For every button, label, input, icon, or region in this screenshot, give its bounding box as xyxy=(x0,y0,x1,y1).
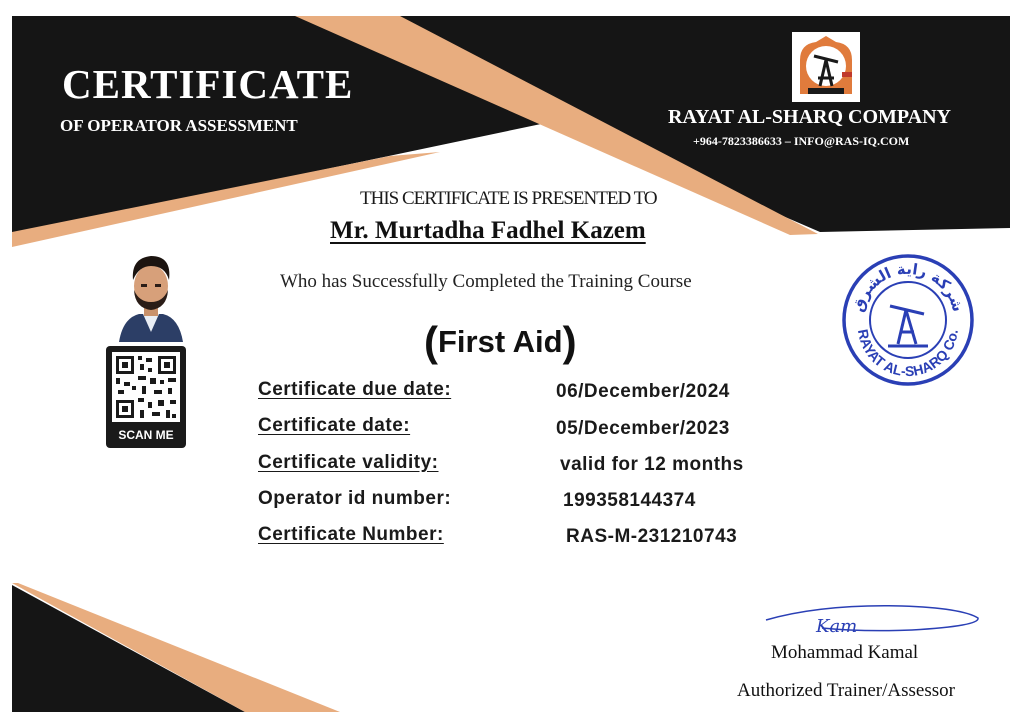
presented-to-text: THIS CERTIFICATE IS PRESENTED TO xyxy=(360,188,657,209)
oil-pump-gear-logo-icon xyxy=(792,32,860,102)
certificate-subtitle: OF OPERATOR ASSESSMENT xyxy=(60,116,298,135)
qr-label: SCAN ME xyxy=(118,428,174,442)
validity-value: valid for 12 months xyxy=(560,454,744,475)
due-date-value: 06/December/2024 xyxy=(556,381,730,402)
stamp-english-text: RAYAT AL-SHARQ Co. xyxy=(854,327,961,380)
validity-label: Certificate validity: xyxy=(258,452,439,473)
signer-role: Authorized Trainer/Assessor xyxy=(737,680,955,701)
certificate-number-label: Certificate Number: xyxy=(258,524,444,545)
stamp-arabic-text: شركة راية الشرق xyxy=(848,259,968,314)
operator-id-label: Operator id number: xyxy=(258,488,452,509)
signature-scribble xyxy=(762,596,984,642)
certificate-date-label: Certificate date: xyxy=(258,415,411,436)
bottom-dark-triangle xyxy=(12,585,245,712)
recipient-name: Mr. Murtadha Fadhel Kazem xyxy=(330,217,646,244)
company-contact: +964-7823386633 – INFO@RAS-IQ.COM xyxy=(693,134,910,148)
certificate-title: CERTIFICATE xyxy=(62,61,354,107)
company-name: RAYAT AL-SHARQ COMPANY xyxy=(668,106,951,128)
recipient-photo-icon xyxy=(117,240,185,342)
operator-id-value: 199358144374 xyxy=(563,490,696,511)
course-close-paren: ) xyxy=(562,318,577,365)
due-date-label: Certificate due date: xyxy=(258,379,452,400)
signer-name: Mohammad Kamal xyxy=(771,642,919,663)
course-name: First Aid xyxy=(438,324,563,359)
completion-text: Who has Successfully Completed the Training Course xyxy=(280,271,692,292)
certificate-number-value: RAS-M-231210743 xyxy=(566,526,738,547)
signature-text: Kam xyxy=(816,616,858,637)
course-title xyxy=(424,314,577,365)
course-open-paren: ( xyxy=(424,318,438,365)
company-stamp-icon xyxy=(840,252,976,388)
certificate-date-value: 05/December/2023 xyxy=(556,418,730,439)
svg-text:شركة راية الشرق xyxy=(849,260,968,314)
